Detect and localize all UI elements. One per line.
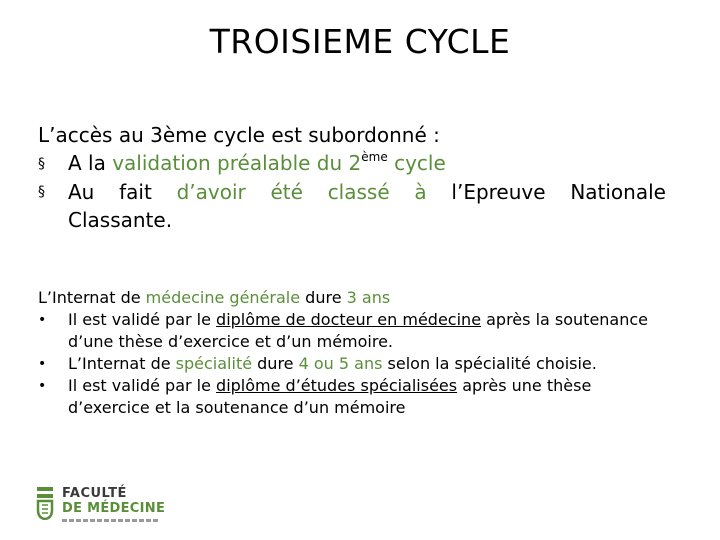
logo-tagline xyxy=(62,519,160,522)
condition-item: § A la validation préalable du 2ème cycle xyxy=(38,149,678,178)
bullet-icon: • xyxy=(38,312,47,328)
internat-section xyxy=(38,287,678,419)
page-title: TROISIEME CYCLE xyxy=(209,22,511,61)
internat-line: L’Internat de médecine générale dure 3 ans xyxy=(38,288,391,307)
condition-item xyxy=(38,178,678,206)
bullet-icon: § xyxy=(38,156,45,172)
bullet-icon: § xyxy=(38,184,45,200)
list-item: • Il est validé par le diplôme d’études spécialisées après une thèse d’exercice et la soutenance d’un mémoire xyxy=(38,376,592,417)
justified-words: Au fait d’avoir été classé à l’Epreuve Nationale xyxy=(68,180,666,204)
condition-continuation: Classante. xyxy=(68,208,173,232)
bullet-icon: • xyxy=(38,378,47,394)
bullet-icon: • xyxy=(38,356,47,372)
list-item: • Il est validé par le diplôme de docteur en médecine après la soutenance d’une thèse d’exercice et d’un mémoire. xyxy=(38,310,649,351)
faculty-logo xyxy=(36,486,165,522)
list-item: • L’Internat de spécialité dure 4 ou 5 ans selon la spécialité choisie. xyxy=(38,354,597,373)
logo-line1: FACULTÉ xyxy=(62,486,127,501)
access-conditions xyxy=(38,121,678,234)
intro-line: L’accès au 3ème cycle est subordonné : xyxy=(38,123,440,147)
logo-line2: DE MÉDECINE xyxy=(62,501,166,516)
faculty-emblem-icon xyxy=(36,486,54,520)
